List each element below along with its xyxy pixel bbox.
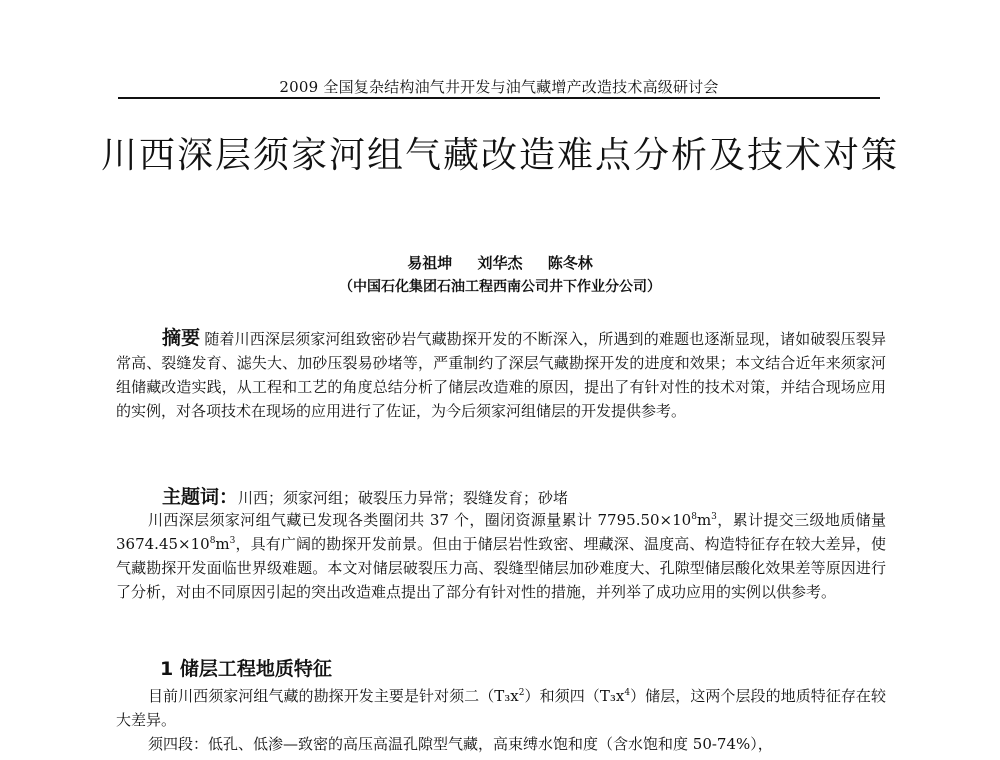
superscript: 3 bbox=[229, 536, 236, 546]
paper-title: 川西深层须家河组气藏改造难点分析及技术对策 bbox=[100, 135, 899, 176]
section-text: ）和须四（T₃x bbox=[524, 687, 625, 705]
intro-paragraph bbox=[116, 508, 886, 604]
section-text: 目前川西须家河组气藏的勘探开发主要是针对须二（T₃x bbox=[148, 687, 519, 705]
keywords-text: 川西；须家河组；破裂压力异常；裂缝发育；砂堵 bbox=[238, 489, 569, 507]
author-name: 易祖坤 bbox=[407, 254, 453, 272]
superscript: 8 bbox=[209, 536, 216, 546]
keywords-label: 主题词： bbox=[162, 486, 239, 508]
intro-text: ，累计提交三级地质储量 3674.45×10 bbox=[116, 511, 886, 553]
intro-text: ，具有广阔的勘探开发前景。但由于储层岩性致密、埋藏深、温度高、构造特征存在较大差异，使气藏勘探开发面临世界级难题。本文对储层破裂压力高、裂缝型储层加砂难度大、孔隙型储层酸化效果差等原因进行了分析，对由不同原因引起的突出改造难点提出了部分有针对性的措施，并列举了成功应用的实例以供参考。 bbox=[116, 535, 886, 601]
intro-text: m bbox=[215, 535, 230, 553]
superscript: 3 bbox=[711, 512, 717, 522]
intro-text: 川西深层须家河组气藏已发现各类圈闭共 37 个，圈闭资源量累计 7795.50×10 bbox=[148, 511, 692, 529]
section-paragraph bbox=[116, 684, 886, 732]
abstract bbox=[116, 326, 886, 423]
conference-header: 2009 全国复杂结构油气井开发与油气藏增产改造技术高级研讨会 bbox=[279, 78, 719, 96]
author-name: 刘华杰 bbox=[477, 254, 523, 272]
author-name: 陈冬林 bbox=[547, 254, 593, 272]
section-paragraph: 须四段：低孔、低渗—致密的高压高温孔隙型气藏，高束缚水饱和度（含水饱和度 50-74%）， bbox=[148, 735, 773, 753]
superscript: 2 bbox=[518, 688, 525, 698]
intro-text: m bbox=[696, 511, 712, 529]
abstract-text: 随着川西深层须家河组致密砂岩气藏勘探开发的不断深入，所遇到的难题也逐渐显现，诸如破裂压裂异常高、裂缝发育、滤失大、加砂压裂易砂堵等，严重制约了深层气藏勘探开发的进度和效果；本文结合近年来须家河组储藏改造实践，从工程和工艺的角度总结分析了储层改造难的原因，提出了有针对性的技术对策，并结合现场应用的实例，对各项技术在现场的应用进行了佐证，为今后须家河组储层的开发提供参考。 bbox=[116, 330, 886, 420]
abstract-label: 摘要 bbox=[162, 327, 201, 349]
superscript: 8 bbox=[691, 512, 697, 522]
section-text: ）储层，这两个层段的地质特征存在较大差异。 bbox=[116, 687, 886, 729]
section-heading: 1 储层工程地质特征 bbox=[160, 658, 332, 680]
superscript: 4 bbox=[624, 688, 631, 698]
header-rule bbox=[118, 97, 880, 99]
author-list bbox=[100, 252, 900, 273]
author-affiliation: （中国石化集团石油工程西南公司井下作业分公司） bbox=[339, 279, 661, 295]
keywords bbox=[162, 482, 568, 509]
